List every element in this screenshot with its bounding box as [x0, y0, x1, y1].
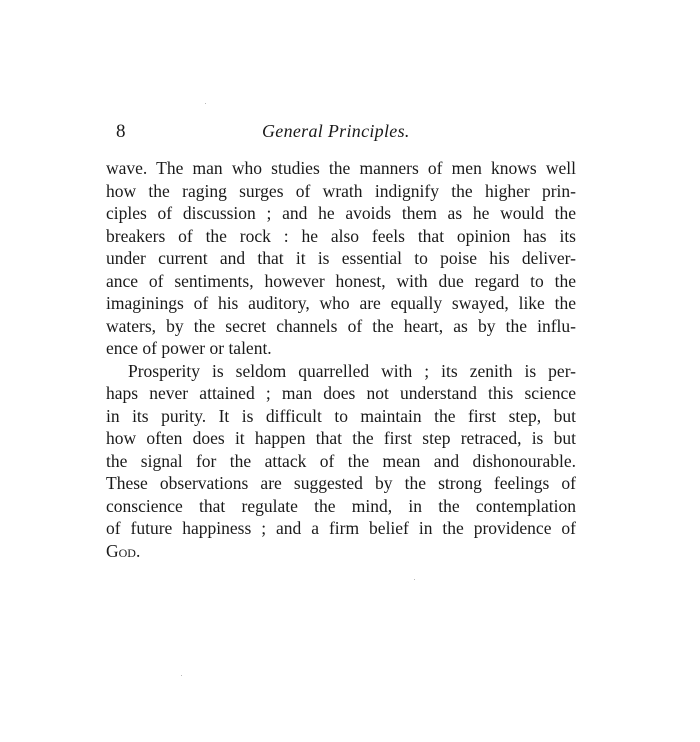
- paragraph-1: [106, 157, 576, 360]
- text-line: waters, by the secret channels of the heart, as by the influ-: [106, 315, 576, 336]
- text-line: how often does it happen that the first step retraced, is but: [106, 428, 576, 448]
- text-line: the signal for the attack of the mean and dishonourable.: [106, 450, 576, 471]
- text-line: under current and that it is essential to poise his deliver-: [106, 248, 576, 268]
- text-line: ciples of discussion ; and he avoids them as he would the: [106, 203, 576, 223]
- text-line: Prosperity is seldom quarrelled with ; its zenith is per-: [128, 360, 576, 381]
- text-line: haps never attained ; man does not understand this science: [106, 383, 576, 403]
- paper-speck: [181, 675, 182, 676]
- text-line: These observations are suggested by the strong feelings of: [106, 473, 576, 493]
- paragraph-2: [106, 360, 576, 563]
- text-line: ance of sentiments, however honest, with due regard to the: [106, 270, 576, 291]
- text-line: in its purity. It is difficult to maintain the first step, but: [106, 405, 576, 426]
- text-line: of future happiness ; and a firm belief in the providence of: [106, 518, 576, 538]
- page-number: 8: [116, 121, 126, 142]
- text-line: wave. The man who studies the manners of men knows well: [106, 158, 576, 178]
- text-line: God.: [106, 540, 141, 561]
- body-text: [106, 157, 576, 562]
- text-line: imaginings of his auditory, who are equally swayed, like the: [106, 293, 576, 313]
- text-line: ence of power or talent.: [106, 338, 272, 358]
- text-line: breakers of the rock : he also feels that opinion has its: [106, 225, 576, 246]
- text-line: how the raging surges of wrath indignify the higher prin-: [106, 180, 576, 201]
- paper-speck: [414, 579, 415, 580]
- paper-speck: [205, 103, 206, 104]
- text-line: conscience that regulate the mind, in the contemplation: [106, 495, 576, 516]
- running-title: General Principles.: [262, 121, 410, 141]
